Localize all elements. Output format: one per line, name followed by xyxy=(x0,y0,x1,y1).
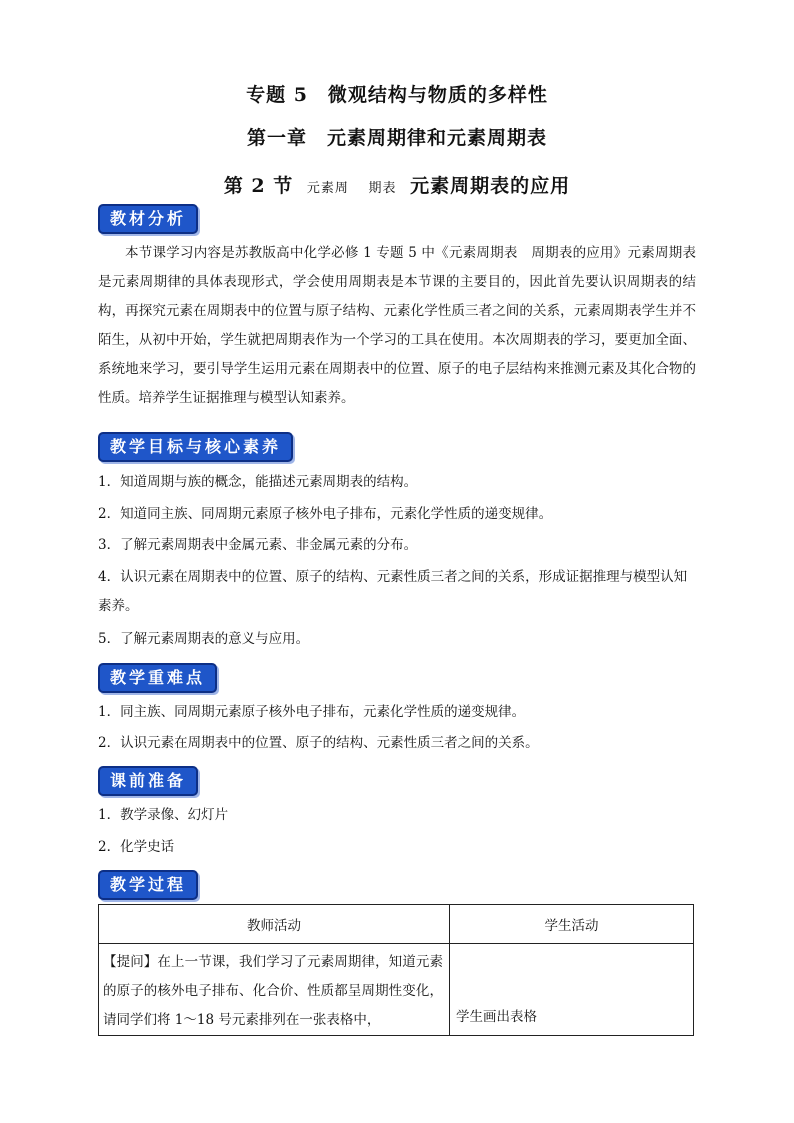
preparation-item-1: 1．教学录像、幻灯片 xyxy=(98,807,229,823)
section-number: 第 2 节 xyxy=(223,175,294,197)
analysis-paragraph: 本节课学习内容是苏教版高中化学必修 1 专题 5 中《元素周期表 周期表的应用》元素周期表是元素周期律的具体表现形式，学会使用周期表是本节课的主要目的，因此首先要认识周期表的结构，再探究元素在周期表中的位置与原子结构、元素化学性质三者之间的关系，元素周期表学生并不陌生，从初中开始，学生就把周期表作为一个学习的工具在使用。本次周期表的学习，要更加全面、系统地来学习，要引导学生运用元素在周期表中的位置、原子的电子层结构来推测元素及其化合物的性质。培养学生证据推理与模型认知素养。 xyxy=(98,245,696,406)
section-subtitle-part1: 元素周 xyxy=(306,181,349,196)
goal-item-3: 3．了解元素周期表中金属元素、非金属元素的分布。 xyxy=(98,537,418,553)
section-subtitle-part2: 期表 xyxy=(368,181,397,196)
table-row xyxy=(99,944,694,1036)
goal-item-4: 4．认识元素在周期表中的位置、原子的结构、元素性质三者之间的关系，形成证据推理与模型认知素养。 xyxy=(98,569,688,614)
section-title xyxy=(0,171,794,198)
key-point-item-1: 1．同主族、同周期元素原子核外电子排布，元素化学性质的递变规律。 xyxy=(98,704,526,720)
goals-heading: 教学目标与核心素养 xyxy=(98,432,293,462)
goal-item-5: 5．了解元素周期表的意义与应用。 xyxy=(98,631,310,647)
preparation-item-2: 2．化学史话 xyxy=(98,839,175,855)
goal-item-1: 1．知道周期与族的概念，能描述元素周期表的结构。 xyxy=(98,474,418,490)
table-header-row xyxy=(99,905,694,944)
analysis-heading: 教材分析 xyxy=(98,204,198,234)
key-points-heading: 教学重难点 xyxy=(98,663,217,693)
section-main-title: 元素周期表的应用 xyxy=(410,175,571,197)
student-activity-cell: 学生画出表格 xyxy=(450,944,694,1036)
teaching-process-table xyxy=(98,904,694,1036)
process-heading: 教学过程 xyxy=(98,870,198,900)
key-point-item-2: 2．认识元素在周期表中的位置、原子的结构、元素性质三者之间的关系。 xyxy=(98,735,539,751)
teacher-activity-cell: 【提问】在上一节课，我们学习了元素周期律，知道元素的原子的核外电子排布、化合价、性质都呈周期性变化，请同学们将 1～18 号元素排列在一张表格中， xyxy=(99,944,450,1036)
topic-title: 专题 5 微观结构与物质的多样性 xyxy=(246,84,548,106)
goal-item-2: 2．知道同主族、同周期元素原子核外电子排布，元素化学性质的递变规律。 xyxy=(98,506,553,522)
chapter-title: 第一章 元素周期律和元素周期表 xyxy=(246,127,547,149)
table-header-student: 学生活动 xyxy=(450,905,694,944)
table-header-teacher: 教师活动 xyxy=(99,905,450,944)
preparation-heading: 课前准备 xyxy=(98,766,198,796)
